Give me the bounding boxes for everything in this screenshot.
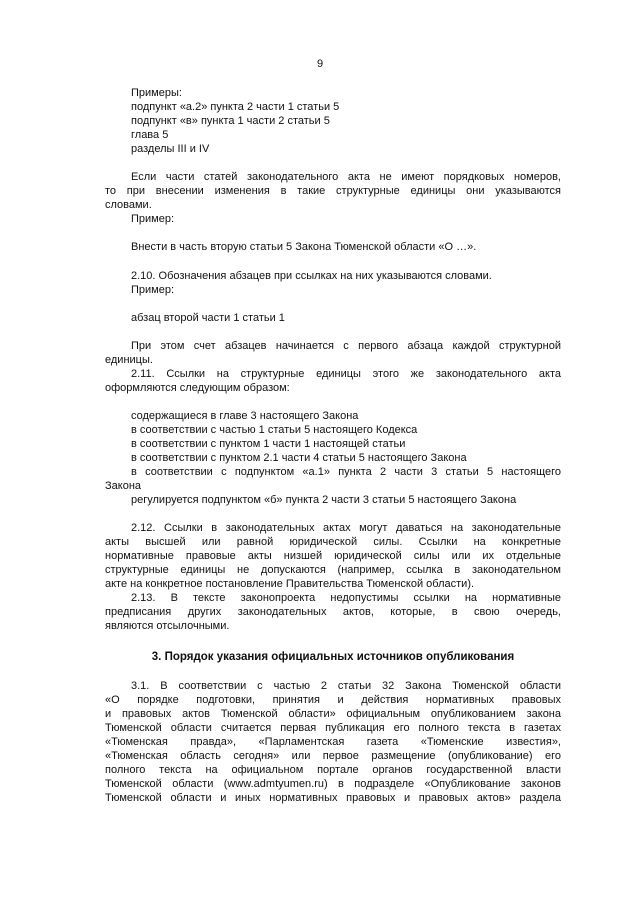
section-2-12-line: структурные единицы не допускаются (например, ссылка в законодательном: [105, 564, 561, 576]
section-2-10-line: 2.10. Обозначения абзацев при ссылках на них указываются словами.: [131, 270, 492, 282]
section-3-1-line: «Тюменская правда», «Парламентская газета «Тюменские известия»,: [105, 736, 561, 748]
section-3-1-line: Тюменской области считается первая публикация его полного текста в газетах: [105, 722, 561, 734]
example-line: в соответствии с частью 1 статьи 5 настоящего Кодекса: [131, 424, 418, 436]
section-2-11-line: оформляются следующим образом:: [105, 382, 290, 394]
page-number: 9: [316, 58, 324, 70]
section-2-12-line: нормативные правовые акты низшей юридической силы или их отдельные: [105, 550, 561, 562]
example-label: Пример:: [131, 284, 175, 296]
section-2-12-line: акте на конкретное постановление Правительства Тюменской области).: [105, 578, 475, 590]
example-line: регулируется подпунктом «б» пункта 2 части 3 статьи 5 настоящего Закона: [131, 494, 517, 506]
section-3-1-line: и правовых актов Тюменской области» официальным опубликованием закона: [105, 708, 561, 720]
paragraph-line: то при внесении изменения в такие структурные единицы они указываются: [105, 185, 561, 197]
section-2-12-line: 2.12. Ссылки в законодательных актах могут даваться на законодательные: [131, 522, 561, 534]
paragraph-line: единицы.: [105, 354, 153, 366]
example-line: Закона: [105, 480, 142, 492]
example-line: в соответствии с пунктом 1 части 1 настоящей статьи: [131, 438, 406, 450]
section-3-1-line: 3.1. В соответствии с частью 2 статьи 32 Закона Тюменской области: [131, 680, 561, 692]
example-line: в соответствии с пунктом 2.1 части 4 статьи 5 настоящего Закона: [131, 452, 467, 464]
section-3-1-line: «Тюменская область сегодня» или первое размещение (опубликование) его: [105, 750, 561, 762]
paragraph-line: словами.: [105, 199, 152, 211]
example-line: подпункт «в» пункта 1 части 2 статьи 5: [131, 115, 330, 127]
section-2-11-line: 2.11. Ссылки на структурные единицы этого же законодательного акта: [131, 368, 561, 380]
example-line: абзац второй части 1 статьи 1: [131, 312, 285, 324]
paragraph-line: При этом счет абзацев начинается с первого абзаца каждой структурной: [131, 340, 561, 352]
example-line: разделы III и IV: [131, 143, 210, 155]
example-label: Пример:: [131, 213, 175, 225]
section-3-1-line: полного текста на официальном портале органов государственной власти: [105, 764, 561, 776]
example-line: глава 5: [131, 129, 169, 141]
example-line: содержащиеся в главе 3 настоящего Закона: [131, 410, 359, 422]
example-line: подпункт «а.2» пункта 2 части 1 статьи 5: [131, 101, 340, 113]
section-3-1-line: «О порядке подготовки, принятия и действия нормативных правовых: [105, 694, 561, 706]
section-3-1-line: Тюменской области и иных нормативных правовых и правовых актов» раздела: [105, 792, 561, 804]
section-2-13-line: предписания других законодательных актов, которые, в свою очередь,: [105, 606, 561, 618]
section-3-heading: 3. Порядок указания официальных источников опубликования: [151, 651, 515, 663]
example-line: в соответствии с подпунктом «а.1» пункта 2 части 3 статьи 5 настоящего: [131, 466, 561, 478]
example-line: Внести в часть вторую статьи 5 Закона Тюменской области «О …».: [131, 241, 477, 253]
section-3-1-line: Тюменской области (www.admtyumen.ru) в подразделе «Опубликование законов: [105, 778, 561, 790]
section-2-13-line: являются отсылочными.: [105, 620, 230, 632]
examples-label: Примеры:: [131, 87, 182, 99]
section-2-12-line: акты высшей или равной юридической силы. Ссылки на конкретные: [105, 536, 561, 548]
section-2-13-line: 2.13. В тексте законопроекта недопустимы ссылки на нормативные: [131, 592, 561, 604]
paragraph-line: Если части статей законодательного акта не имеют порядковых номеров,: [131, 171, 561, 183]
